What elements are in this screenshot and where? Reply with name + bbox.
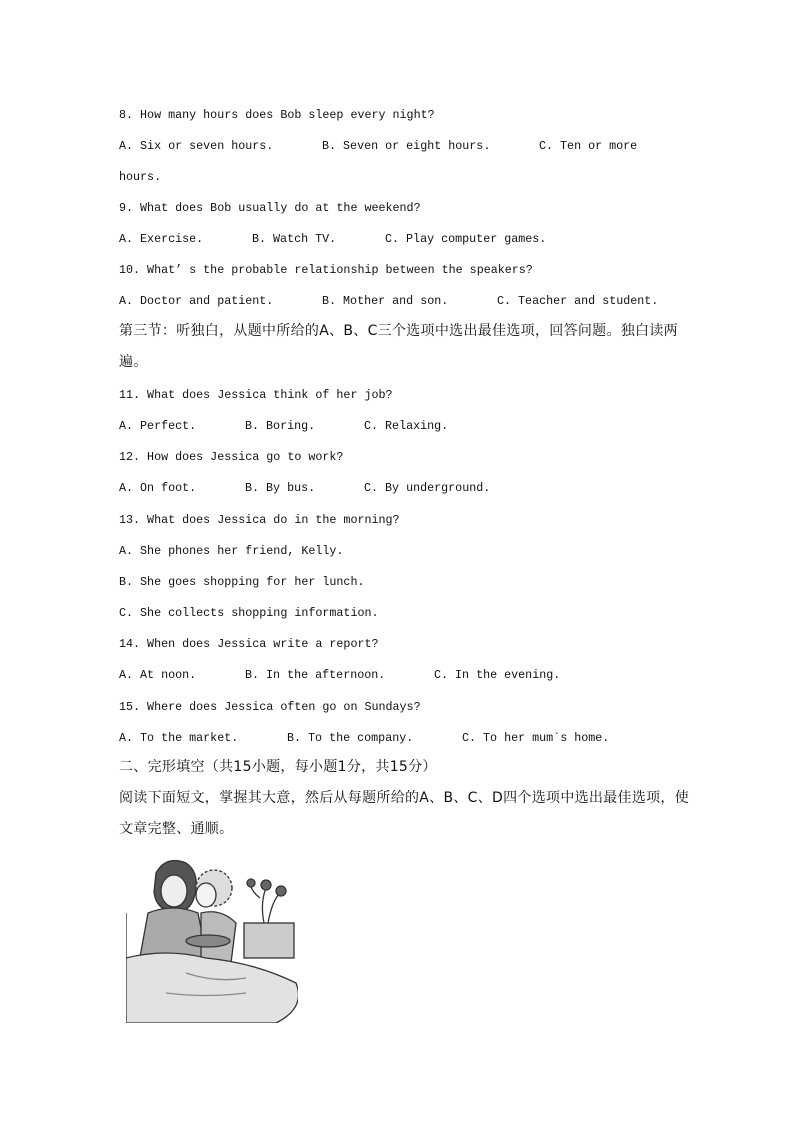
part2-instruction-wrap: 文章完整、通顺。 <box>119 821 234 837</box>
option-10c: C. Teacher and student. <box>497 294 659 308</box>
option-14c: C. In the evening. <box>434 668 561 682</box>
section3-instruction-wrap: 遍。 <box>119 354 148 370</box>
question-14: 14. When does Jessica write a report? <box>119 637 379 651</box>
question-12: 12. How does Jessica go to work? <box>119 450 344 464</box>
option-13b: B. She goes shopping for her lunch. <box>119 575 365 589</box>
option-8c-wrap: hours. <box>119 170 162 184</box>
option-8c: C. Ten or more <box>539 139 638 153</box>
option-11a: A. Perfect. <box>119 419 197 433</box>
option-13c: C. She collects shopping information. <box>119 606 379 620</box>
option-12c: C. By underground. <box>364 481 491 495</box>
question-9: 9. What does Bob usually do at the weekend? <box>119 201 421 215</box>
option-8b: B. Seven or eight hours. <box>322 139 491 153</box>
option-9b: B. Watch TV. <box>252 232 337 246</box>
part2-heading: 二、完形填空（共15小题，每小题1分，共15分） <box>119 759 437 775</box>
question-15: 15. Where does Jessica often go on Sundays? <box>119 700 421 714</box>
option-14b: B. In the afternoon. <box>245 668 386 682</box>
option-15c: C. To her mum`s home. <box>462 731 610 745</box>
option-8a: A. Six or seven hours. <box>119 139 274 153</box>
option-9c: C. Play computer games. <box>385 232 547 246</box>
question-13: 13. What does Jessica do in the morning? <box>119 513 400 527</box>
option-15a: A. To the market. <box>119 731 239 745</box>
mother-child-illustration <box>126 853 298 1023</box>
option-15b: B. To the company. <box>287 731 414 745</box>
option-9a: A. Exercise. <box>119 232 204 246</box>
part2-instruction: 阅读下面短文，掌握其大意，然后从每题所给的A、B、C、D四个选项中选出最佳选项，使 <box>119 790 690 806</box>
option-12a: A. On foot. <box>119 481 197 495</box>
option-12b: B. By bus. <box>245 481 316 495</box>
question-11: 11. What does Jessica think of her job? <box>119 388 393 402</box>
section3-instruction: 第三节：听独白，从题中所给的A、B、C三个选项中选出最佳选项，回答问题。独白读两 <box>119 323 678 339</box>
option-11b: B. Boring. <box>245 419 316 433</box>
option-10a: A. Doctor and patient. <box>119 294 274 308</box>
question-8: 8. How many hours does Bob sleep every night? <box>119 108 435 122</box>
option-13a: A. She phones her friend, Kelly. <box>119 544 344 558</box>
option-10b: B. Mother and son. <box>322 294 449 308</box>
question-10: 10. What’ s the probable relationship between the speakers? <box>119 263 533 277</box>
option-11c: C. Relaxing. <box>364 419 449 433</box>
option-14a: A. At noon. <box>119 668 197 682</box>
